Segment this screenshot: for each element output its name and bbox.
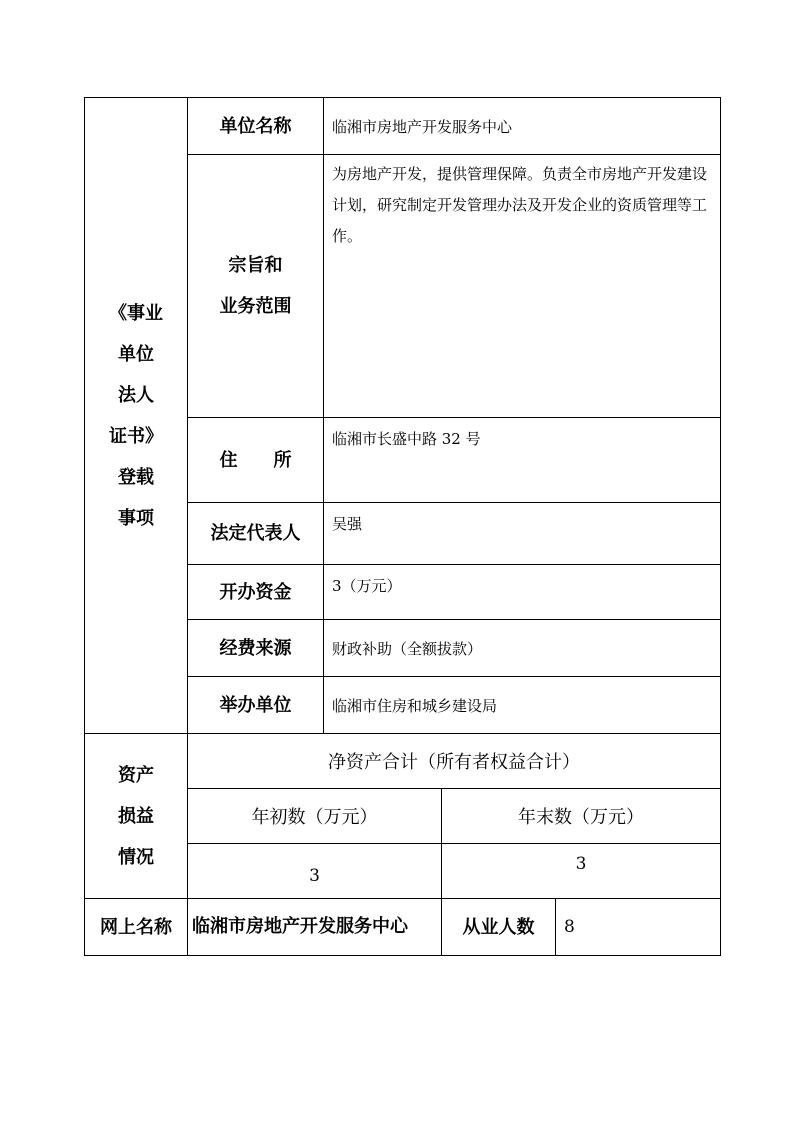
- purpose-label-line: 宗旨和: [228, 255, 283, 276]
- section-line: 法人: [118, 384, 154, 406]
- end-year-number: 3: [575, 854, 587, 874]
- web-name-label: 网上名称: [85, 899, 188, 956]
- begin-year-label: 年初数（万元）: [188, 789, 442, 844]
- unit-name-label: 单位名称: [188, 98, 324, 155]
- sponsor-label: 举办单位: [188, 677, 324, 734]
- begin-year-number: 3: [309, 866, 320, 886]
- section-line: 登载: [118, 466, 154, 488]
- web-name-value: 临湘市房地产开发服务中心: [188, 899, 442, 956]
- section-line: 《事业: [109, 302, 163, 324]
- section-line: 单位: [118, 343, 154, 365]
- purpose-label: [188, 155, 324, 418]
- capital-label: 开办资金: [188, 565, 324, 620]
- capital-value: 3（万元）: [324, 565, 721, 620]
- legal-rep-value: 吴强: [324, 503, 721, 565]
- net-assets-header: 净资产合计（所有者权益合计）: [188, 734, 721, 789]
- begin-year-value: [188, 844, 442, 899]
- funding-value: 财政补助（全额拔款）: [324, 620, 721, 677]
- assets-section-label: [85, 734, 188, 899]
- section-line: 资产: [118, 764, 154, 786]
- address-label: 住 所: [188, 418, 324, 503]
- section-line: 情况: [118, 846, 154, 868]
- registration-section-label: [85, 98, 188, 734]
- employees-label: 从业人数: [442, 899, 556, 956]
- section-line: 损益: [118, 805, 154, 827]
- address-value: 临湘市长盛中路 32 号: [324, 418, 721, 503]
- purpose-label-line: 业务范围: [219, 296, 292, 317]
- section-line: 事项: [118, 507, 154, 529]
- purpose-value: 为房地产开发，提供管理保障。负责全市房地产开发建设计划，研究制定开发管理办法及开发企业的资质管理等工作。: [324, 155, 721, 418]
- legal-rep-label: 法定代表人: [188, 503, 324, 565]
- section-line: 证书》: [109, 425, 163, 447]
- end-year-label: 年末数（万元）: [442, 789, 721, 844]
- registration-table: [84, 97, 721, 956]
- funding-label: 经费来源: [188, 620, 324, 677]
- sponsor-value: 临湘市住房和城乡建设局: [324, 677, 721, 734]
- end-year-value: [442, 844, 721, 899]
- employees-value: 8: [556, 899, 721, 956]
- unit-name-value: 临湘市房地产开发服务中心: [324, 98, 721, 155]
